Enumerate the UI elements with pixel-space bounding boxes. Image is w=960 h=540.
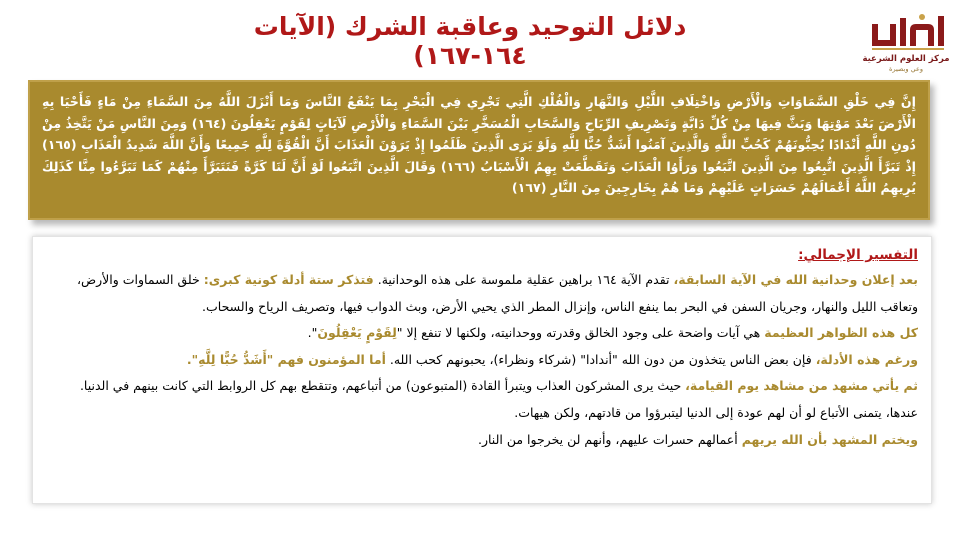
tafsir-panel bbox=[32, 236, 932, 504]
tafsir-highlight: كل هذه الظواهر العظيمة bbox=[764, 325, 918, 341]
page-title: دلائل التوحيد وعاقبة الشرك (الآيات ١٦٤-١٦٧) bbox=[253, 12, 687, 70]
logo-subtitle: مركز العلوم الشرعية bbox=[862, 54, 950, 64]
tafsir-text: ". bbox=[307, 325, 318, 341]
tafsir-highlight: فتذكر ستة أدلة كونية كبرى: bbox=[203, 272, 374, 287]
tafsir-text: خلق السماوات والأرض، bbox=[76, 272, 204, 287]
ihkam-logo-icon bbox=[864, 8, 948, 52]
tafsir-line bbox=[43, 373, 918, 400]
quran-verses-text: إِنَّ فِي خَلْقِ السَّمَاوَاتِ وَالْأَرْضِ وَاخْتِلَافِ اللَّيْلِ وَالنَّهَارِ وَالْفُلْكِ الَّتِي تَجْرِي فِي الْبَحْرِ بِمَا يَنْفَعُ النَّاسَ وَمَا أَنْزَلَ اللَّهُ مِنَ السَّمَاءِ مِنْ مَاءٍ فَأَحْيَا بِهِ الْأَرْضَ بَعْدَ مَوْتِهَا وَبَثَّ فِيهَا مِنْ كُلِّ دَابَّةٍ وَتَصْرِيفِ الرِّيَاحِ وَالسَّحَابِ الْمُسَخَّرِ بَيْنَ السَّمَاءِ وَالْأَرْضِ لَآيَاتٍ لِقَوْمٍ يَعْقِلُونَ (١٦٤) وَمِنَ النَّاسِ مَنْ يَتَّخِذُ مِنْ دُونِ اللَّهِ أَنْدَادًا يُحِبُّونَهُمْ كَحُبِّ اللَّهِ وَالَّذِينَ آمَنُوا أَشَدُّ حُبًّا لِلَّهِ وَلَوْ يَرَى الَّذِينَ ظَلَمُوا إِذْ يَرَوْنَ الْعَذَابَ أَنَّ الْقُوَّةَ لِلَّهِ جَمِيعًا وَأَنَّ اللَّهَ شَدِيدُ الْعَذَابِ (١٦٥) إِذْ تَبَرَّأَ الَّذِينَ اتُّبِعُوا مِنَ الَّذِينَ اتَّبَعُوا وَرَأَوُا الْعَذَابَ وَتَقَطَّعَتْ بِهِمُ الْأَسْبَابُ (١٦٦) وَقَالَ الَّذِينَ اتَّبَعُوا لَوْ أَنَّ لَنَا كَرَّةً فَنَتَبَرَّأَ مِنْهُمْ كَمَا تَبَرَّءُوا مِنَّا كَذَلِكَ يُرِيهِمُ اللَّهُ أَعْمَالَهُمْ حَسَرَاتٍ عَلَيْهِمْ وَمَا هُمْ بِخَارِجِينَ مِنَ النَّارِ (١٦٧) bbox=[42, 94, 916, 195]
tafsir-line bbox=[43, 427, 918, 454]
tafsir-text: فإن بعض الناس يتخذون من دون الله "أندادا" (شركاء ونظراء)، يحبونهم كحب الله. bbox=[385, 351, 816, 367]
tafsir-text: وتعاقب الليل والنهار، وجريان السفن في البحر بما ينفع الناس، وإنزال المطر الذي يحيي الأرض، وبث الدواب فيها، وتصريف الرياح والسحاب. bbox=[202, 298, 918, 314]
tafsir-highlight: بعد إعلان وحدانية الله في الآية السابقة، bbox=[673, 272, 918, 287]
tafsir-text: أعمالهم حسرات عليهم، وأنهم لن يخرجوا من النار. bbox=[477, 431, 742, 447]
tafsir-line bbox=[43, 294, 918, 321]
tafsir-highlight: أما المؤمنون فهم "أَشَدُّ حُبًّا لِلَّهِ". bbox=[186, 351, 386, 367]
tafsir-text: حيث يرى المشركون العذاب ويتبرأ القادة (المتبوعون) من أتباعهم، وتتقطع بهم كل الروابط التي كانت بينهم في الدنيا. bbox=[79, 378, 686, 394]
tafsir-text: هي آيات واضحة على وجود الخالق وقدرته ووحدانيته، ولكنها لا تنفع إلا " bbox=[396, 325, 765, 341]
tafsir-highlight: ثم يأتي مشهد من مشاهد يوم القيامة، bbox=[685, 378, 918, 394]
tafsir-body bbox=[43, 267, 918, 453]
tafsir-line bbox=[43, 400, 918, 427]
tafsir-line bbox=[43, 267, 918, 294]
tafsir-text: تقدم الآية ١٦٤ براهين عقلية ملموسة على هذه الوحدانية. bbox=[373, 272, 674, 287]
tafsir-line bbox=[43, 320, 918, 347]
logo-tagline: وعي وبصيرة bbox=[888, 65, 924, 73]
tafsir-highlight: لِقَوْمٍ يَعْقِلُونَ bbox=[317, 325, 397, 341]
logo bbox=[862, 8, 950, 88]
quran-verses-panel bbox=[28, 80, 930, 220]
tafsir-heading: التفسير الإجمالي: bbox=[798, 247, 918, 263]
tafsir-text: عندها، يتمنى الأتباع لو أن لهم عودة إلى الدنيا ليتبرؤوا من قادتهم، ولكن هيهات. bbox=[514, 404, 918, 420]
tafsir-line bbox=[43, 347, 918, 374]
tafsir-highlight: ورغم هذه الأدلة، bbox=[815, 351, 918, 367]
tafsir-highlight: ويختم المشهد بأن الله يريهم bbox=[741, 431, 918, 447]
